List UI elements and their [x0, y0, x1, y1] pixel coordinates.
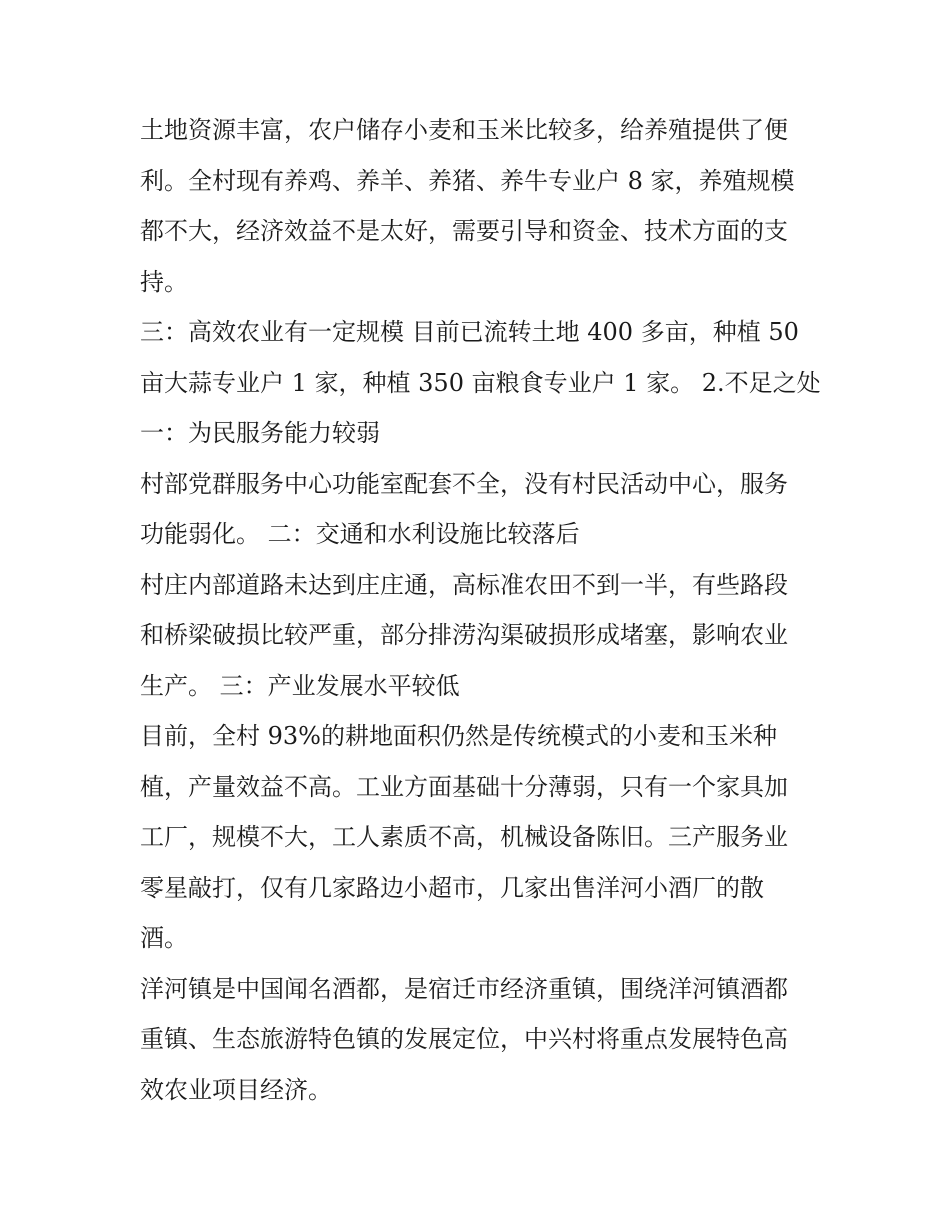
- text-line: 持。: [140, 267, 188, 296]
- text-line: 功能弱化。 二：交通和水利设施比较落后: [140, 520, 580, 548]
- text-line: 零星敲打，仅有几家路边小超市，几家出售洋河小酒厂的散: [140, 873, 764, 902]
- text-line: 洋河镇是中国闻名酒都，是宿迁市经济重镇，围绕洋河镇酒都: [140, 974, 788, 1003]
- text-line: 都不大，经济效益不是太好，需要引导和资金、技术方面的支: [140, 217, 788, 245]
- text-line: 利。全村现有养鸡、养羊、养猪、养牛专业户 8 家，养殖规模: [140, 166, 795, 195]
- document-body: [140, 105, 820, 1115]
- text-line: 村部党群服务中心功能室配套不全，没有村民活动中心，服务: [140, 469, 788, 498]
- text-line: 和桥梁破损比较严重，部分排涝沟渠破损形成堵塞，影响农业: [140, 621, 788, 649]
- section-heading: 一：为民服务能力较弱: [140, 419, 380, 447]
- text-line: 工厂，规模不大，工人素质不高，机械设备陈旧。三产服务业: [140, 823, 788, 851]
- text-line: 生产。 三：产业发展水平较低: [140, 671, 460, 700]
- text-line: 重镇、生态旅游特色镇的发展定位，中兴村将重点发展特色高: [140, 1025, 788, 1053]
- text-line: 植，产量效益不高。工业方面基础十分薄弱，只有一个家具加: [140, 772, 788, 801]
- text-line: 村庄内部道路未达到庄庄通，高标准农田不到一半，有些路段: [140, 570, 788, 599]
- text-line: 亩大蒜专业户 1 家，种植 350 亩粮食专业户 1 家。 2.不足之处: [140, 368, 821, 397]
- text-line: 三：高效农业有一定规模 目前已流转土地 400 多亩，种植 50: [140, 318, 799, 346]
- text-line: 土地资源丰富，农户储存小麦和玉米比较多，给养殖提供了便: [140, 116, 788, 144]
- text-line: 效农业项目经济。: [140, 1075, 332, 1104]
- text-line: 酒。: [140, 924, 188, 952]
- text-line: 目前，全村 93%的耕地面积仍然是传统模式的小麦和玉米种: [140, 722, 777, 750]
